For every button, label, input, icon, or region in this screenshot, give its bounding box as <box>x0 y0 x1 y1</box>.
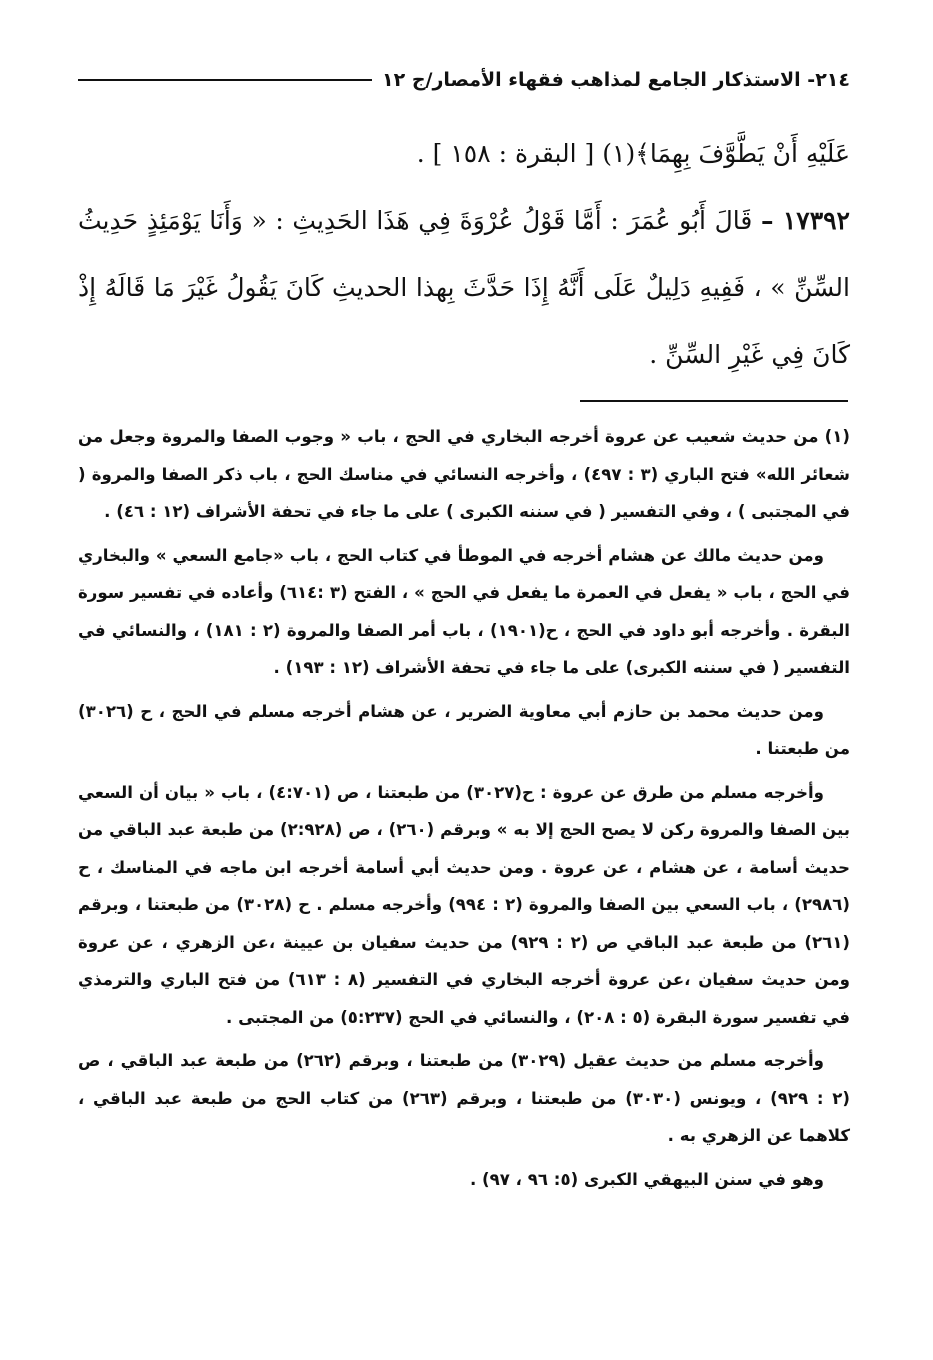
paragraph-17392 <box>78 187 850 388</box>
header-rule <box>78 79 372 81</box>
footnote-paragraph: ومن حديث مالك عن هشام أخرجه في الموطأ في كتاب الحج ، باب «جامع السعي » والبخاري في الحج ، باب « يفعل في العمرة ما يفعل في الحج » ، الفتح (٣ :٦١٤) وأعاده في تفسير سورة البقرة . وأخرجه أبو داود في الحج ، ح(١٩٠١) ، باب أمر الصفا والمروة (٢ : ١٨١) ، والنسائي في التفسير ( في سننه الكبرى) على ما جاء في تحفة الأشراف (١٢ : ١٩٣) . <box>78 545 851 677</box>
footnote-1: (١) من حديث شعيب عن عروة أخرجه البخاري في الحج ، باب « وجوب الصفا والمروة وجعل من شعائر الله» فتح الباري (٣ : ٤٩٧) ، وأخرجه النسائي في مناسك الحج ، باب ذكر الصفا والمروة ( في المجتبى ) ، وفي التفسير ( في سننه الكبرى ) على ما جاء في تحفة الأشراف (١٢ : ٤٦) . <box>78 427 850 521</box>
footnote-separator <box>580 400 848 402</box>
footnote-paragraph: وأخرجه مسلم من طرق عن عروة : ح(٣٠٢٧) من طبعتنا ، ص (٤:٧٠١) ، باب « بيان أن السعي بين الصفا والمروة ركن لا يصح الحج إلا به » وبرقم (٢٦٠) ، ص (٢:٩٢٨) من طبعة عبد الباقي من حديث أسامة ، عن هشام ، عن عروة . ومن حديث أبي أسامة أخرجه ابن ماجه في المناسك ، ح (٢٩٨٦) ، باب السعي بين الصفا والمروة (٢ : ٩٩٤) وأخرجه مسلم . ح (٣٠٢٨) من طبعتنا ، وبرقم (٢٦١) من طبعة عبد الباقي ص (٢ : ٩٢٩) من حديث سفيان بن عيينة ،عن الزهري ، عن عروة ومن حديث سفيان ،عن عروة أخرجه البخاري في التفسير (٨ : ٦١٣) من فتح الباري والترمذي في تفسير سورة البقرة (٥ : ٢٠٨) ، والنسائي في الحج (٥:٢٣٧) من المجتبى . <box>78 782 850 1027</box>
footnotes <box>78 418 850 1204</box>
footnote-paragraph: ومن حديث محمد بن حازم أبي معاوية الضرير ، عن هشام أخرجه مسلم في الحج ، ح (٣٠٢٦) من طبعتنا . <box>78 701 850 758</box>
paragraph-body: قَالَ أَبُو عُمَرَ : أَمَّا قَوْلُ عُرْوَةَ فِي هَذَا الحَدِيثِ : « وَأَنَا يَوْمَئِذٍ حَدِيثُ السِّنِّ » ، فَفِيهِ دَلِيلٌ عَلَى أَنَّهُ إِذَا حَدَّثَ بِهذا الحديثِ كَانَ يَقُولُ غَيْرَ مَا قَالَهُ إِذْ كَانَ فِي غَيْرِ السِّنِّ . <box>78 206 850 369</box>
running-header <box>78 60 850 100</box>
footnote-paragraph: وهو في سنن البيهقي الكبرى (٥: ٩٦ ، ٩٧) . <box>469 1169 824 1189</box>
footnote-paragraph: وأخرجه مسلم من حديث عقيل (٣٠٢٩) من طبعتنا ، وبرقم (٢٦٢) من طبعة عبد الباقي ، ص (٢ : ٩٢٩) ، ويونس (٣٠٣٠) من طبعتنا ، وبرقم (٢٦٣) من كتاب الحج من طبعة عبد الباقي ، كلاهما عن الزهري به . <box>78 1051 850 1145</box>
verse-ending-line: عَلَيْهِ أَنْ يَطَّوَّفَ بِهِمَا﴾(١) [ البقرة : ١٥٨ ] . <box>416 139 850 168</box>
running-header-title: ٢١٤- الاستذكار الجامع لمذاهب فقهاء الأمصار/ج ١٢ <box>382 69 850 91</box>
paragraph-number: ١٧٣٩٢ – <box>760 206 850 235</box>
main-text <box>78 120 850 388</box>
